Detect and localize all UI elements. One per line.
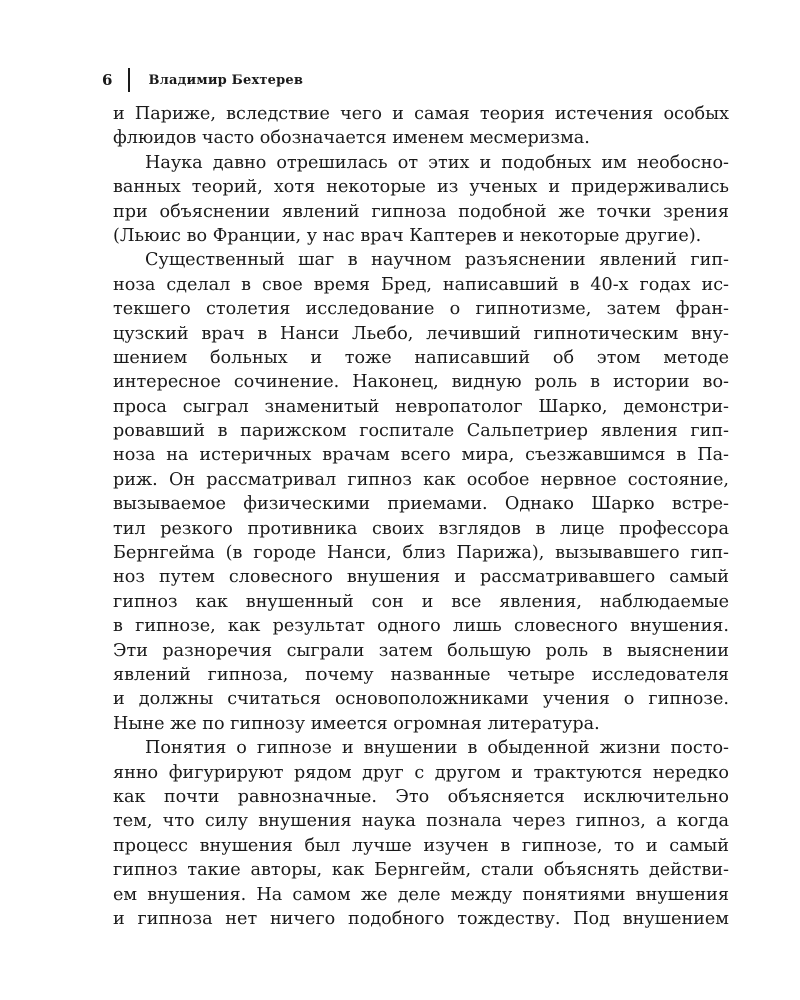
text-line: (Льюис во Франции, у нас врач Каптерев и некоторые другие). <box>113 225 702 246</box>
text-line: ровавший в парижском госпитале Сальпетриер явления гип- <box>113 421 729 442</box>
text-line: и гипноза нет ничего подобного тождеству. Под внушением <box>113 908 729 929</box>
text-line: при объяснении явлений гипноза подобной же точки зрения <box>113 201 729 222</box>
running-head-author: Владимир Бехтерев <box>148 72 304 88</box>
text-line: Ныне же по гипнозу имеется огромная литература. <box>113 713 600 734</box>
text-line: ноз путем словесного внушения и рассматривавшего самый <box>113 567 729 588</box>
text-line: гипноз как внушенный сон и все явления, наблюдаемые <box>113 591 729 612</box>
text-line: ем внушения. На самом же деле между понятиями внушения <box>113 884 729 905</box>
text-line: явлений гипноза, почему названные четыре исследователя <box>113 664 729 685</box>
text-line: риж. Он рассматривал гипноз как особое нервное состояние, <box>113 469 729 490</box>
text-line: шением больных и тоже написавший об этом методе <box>113 347 729 368</box>
text-line: ноза сделал в свое время Бред, написавший в 40-х годах ис- <box>113 274 729 295</box>
text-line: гипноз такие авторы, как Бернгейм, стали объяснять действи- <box>113 860 729 881</box>
text-line: процесс внушения был лучше изучен в гипнозе, то и самый <box>113 835 729 856</box>
text-line: ноза на истеричных врачам всего мира, съезжавшимся в Па- <box>113 445 729 466</box>
text-line: интересное сочинение. Наконец, видную роль в истории во- <box>113 372 729 393</box>
text-line: Понятия о гипнозе и внушении в обыденной жизни посто- <box>145 738 729 759</box>
text-line: Существенный шаг в научном разъяснении явлений гип- <box>145 250 729 271</box>
text-line: вызываемое физическими приемами. Однако Шарко встре- <box>113 494 729 515</box>
text-line: тил резкого противника своих взглядов в лице профессора <box>113 518 729 539</box>
page-header <box>102 68 303 92</box>
page-number: 6 <box>102 71 113 89</box>
text-line: Наука давно отрешилась от этих и подобных им необосно- <box>145 152 729 173</box>
text-line: цузский врач в Нанси Льебо, лечивший гипнотическим вну- <box>113 323 729 344</box>
body-text <box>113 102 729 931</box>
text-line: проса сыграл знаменитый невропатолог Шарко, демонстри- <box>113 396 729 417</box>
text-line: ванных теорий, хотя некоторые из ученых и придерживались <box>113 177 729 198</box>
text-line: текшего столетия исследование о гипнотизме, затем фран- <box>113 299 729 320</box>
text-line: Эти разноречия сыграли затем большую роль в выяснении <box>113 640 729 661</box>
text-line: янно фигурируют рядом друг с другом и трактуются нередко <box>113 762 729 783</box>
text-line: в гипнозе, как результат одного лишь словесного внушения. <box>113 616 729 637</box>
text-line: и должны считаться основоположниками учения о гипнозе. <box>113 689 729 710</box>
text-line: тем, что силу внушения наука познала через гипноз, а когда <box>113 811 729 832</box>
header-divider <box>128 68 130 92</box>
text-line: как почти равнозначные. Это объясняется исключительно <box>113 786 729 807</box>
text-line: и Париже, вследствие чего и самая теория истечения особых <box>113 104 729 124</box>
text-line: Бернгейма (в городе Нанси, близ Парижа), вызывавшего гип- <box>113 543 729 564</box>
text-line: флюидов часто обозначается именем месмеризма. <box>113 128 590 149</box>
